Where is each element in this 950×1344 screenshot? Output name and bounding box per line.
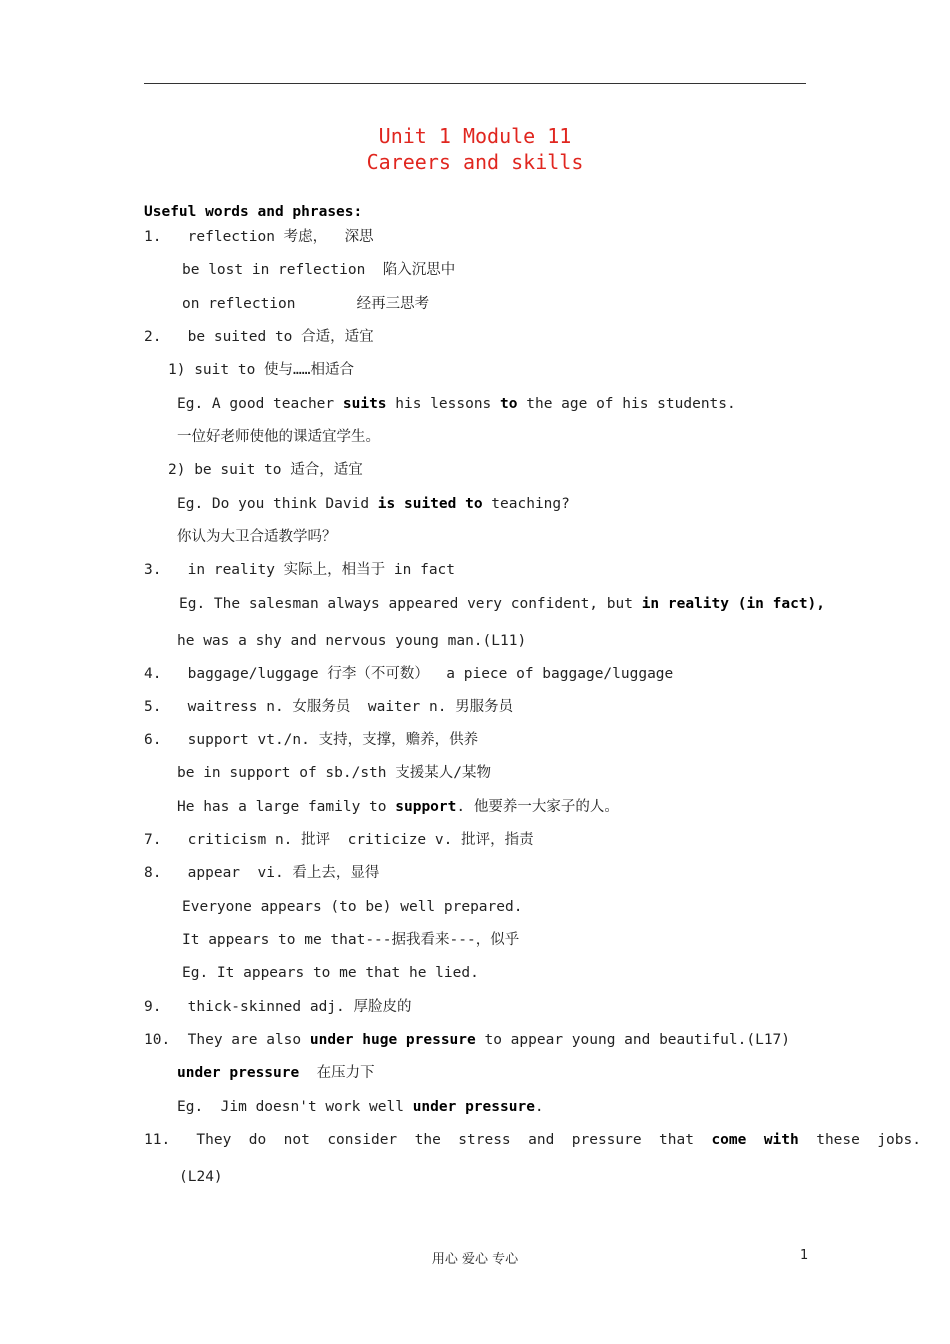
text-segment: these jobs.: [798, 1132, 921, 1148]
text-segment: 一位好老师使他的课适宜学生。: [177, 429, 380, 445]
text-segment: 6. support vt./n. 支持，支撑，赡养，供养: [144, 732, 479, 748]
bold-phrase: come with: [711, 1132, 799, 1148]
text-segment: 5. waitress n. 女服务员 waiter n. 男服务员: [144, 699, 514, 715]
page-title: Unit 1 Module 11: [378, 124, 572, 148]
text-line: [144, 1130, 921, 1150]
text-segment: 在压力下: [299, 1065, 375, 1081]
bold-phrase: is suited to: [377, 496, 483, 512]
text-segment: Eg. Jim doesn't work well: [177, 1099, 413, 1115]
text-segment: 7. criticism n. 批评 criticize v. 批评，指责: [144, 832, 534, 848]
text-line: [177, 1063, 375, 1083]
text-segment: be lost in reflection 陷入沉思中: [182, 262, 456, 278]
text-line: [182, 294, 429, 314]
text-segment: 2. be suited to 合适，适宜: [144, 329, 374, 345]
text-line: [177, 1097, 544, 1117]
text-line: [177, 797, 619, 817]
text-segment: Everyone appears (to be) well prepared.: [182, 899, 523, 915]
text-segment: .: [534, 1099, 544, 1115]
text-segment: . 他要养一大家子的人。: [456, 799, 619, 815]
text-line: [144, 327, 374, 347]
text-segment: 1. reflection 考虑， 深思: [144, 229, 374, 245]
bold-phrase: under pressure: [177, 1065, 300, 1081]
text-segment: to appear young and beautiful.(L17): [475, 1032, 791, 1048]
text-line: [168, 460, 363, 480]
text-segment: 8. appear vi. 看上去，显得: [144, 865, 380, 881]
bold-phrase: to: [500, 396, 518, 412]
bold-phrase: suits: [342, 396, 387, 412]
bold-phrase: in reality (in fact),: [641, 596, 826, 612]
text-line: [177, 427, 380, 447]
page-number: 1: [800, 1248, 809, 1263]
footer-text: 用心 爱心 专心: [431, 1252, 519, 1267]
text-line: [144, 560, 455, 580]
text-segment: 2) be suit to 适合，适宜: [168, 462, 363, 478]
text-line: [177, 763, 491, 783]
text-line: [144, 997, 412, 1017]
text-segment: 3. in reality 实际上，相当于 in fact: [144, 562, 456, 578]
text-segment: Eg. It appears to me that he lied.: [182, 965, 479, 981]
page-subtitle: Careers and skills: [366, 150, 584, 174]
text-segment: (L24): [179, 1169, 223, 1185]
text-segment: Eg. A good teacher: [177, 396, 343, 412]
text-line: [144, 730, 478, 750]
text-line: [179, 594, 825, 614]
text-line: [177, 394, 736, 414]
text-segment: 4. baggage/luggage 行李（不可数） a piece of baggage/luggage: [144, 666, 674, 682]
text-line: [182, 897, 522, 917]
text-line: [177, 527, 337, 547]
text-segment: 10. They are also: [144, 1032, 310, 1048]
text-segment: be in support of sb./sth 支援某人/某物: [177, 765, 491, 781]
text-line: [144, 697, 513, 717]
text-segment: 11. They do not consider the stress and pressure that: [144, 1132, 712, 1148]
text-segment: Eg. Do you think David: [177, 496, 378, 512]
text-segment: on reflection 经再三思考: [182, 296, 430, 312]
text-segment: It appears to me that---据我看来---，似乎: [182, 932, 520, 948]
text-line: [177, 631, 526, 651]
text-line: [182, 963, 479, 983]
text-segment: he was a shy and nervous young man.(L11): [177, 633, 527, 649]
bold-phrase: under pressure: [412, 1099, 535, 1115]
header-rule: [144, 83, 806, 84]
text-line: [168, 360, 354, 380]
text-segment: the age of his students.: [517, 396, 736, 412]
text-line: [182, 930, 519, 950]
bold-phrase: support: [395, 799, 457, 815]
text-segment: He has a large family to: [177, 799, 396, 815]
section-heading: Useful words and phrases:: [144, 204, 363, 220]
text-line: [144, 227, 374, 247]
text-line: [144, 863, 379, 883]
text-line: [179, 1167, 223, 1187]
bold-phrase: under huge pressure: [309, 1032, 476, 1048]
text-line: [182, 260, 455, 280]
text-segment: 1) suit to 使与……相适合: [168, 362, 354, 378]
text-line: [144, 1030, 790, 1050]
text-segment: his lessons: [386, 396, 501, 412]
text-segment: teaching?: [482, 496, 570, 512]
text-line: [177, 494, 570, 514]
text-segment: Eg. The salesman always appeared very confident, but: [179, 596, 642, 612]
text-line: [144, 664, 673, 684]
text-line: [144, 830, 534, 850]
text-segment: 9. thick-skinned adj. 厚脸皮的: [144, 999, 412, 1015]
text-segment: 你认为大卫合适教学吗？: [177, 529, 337, 545]
